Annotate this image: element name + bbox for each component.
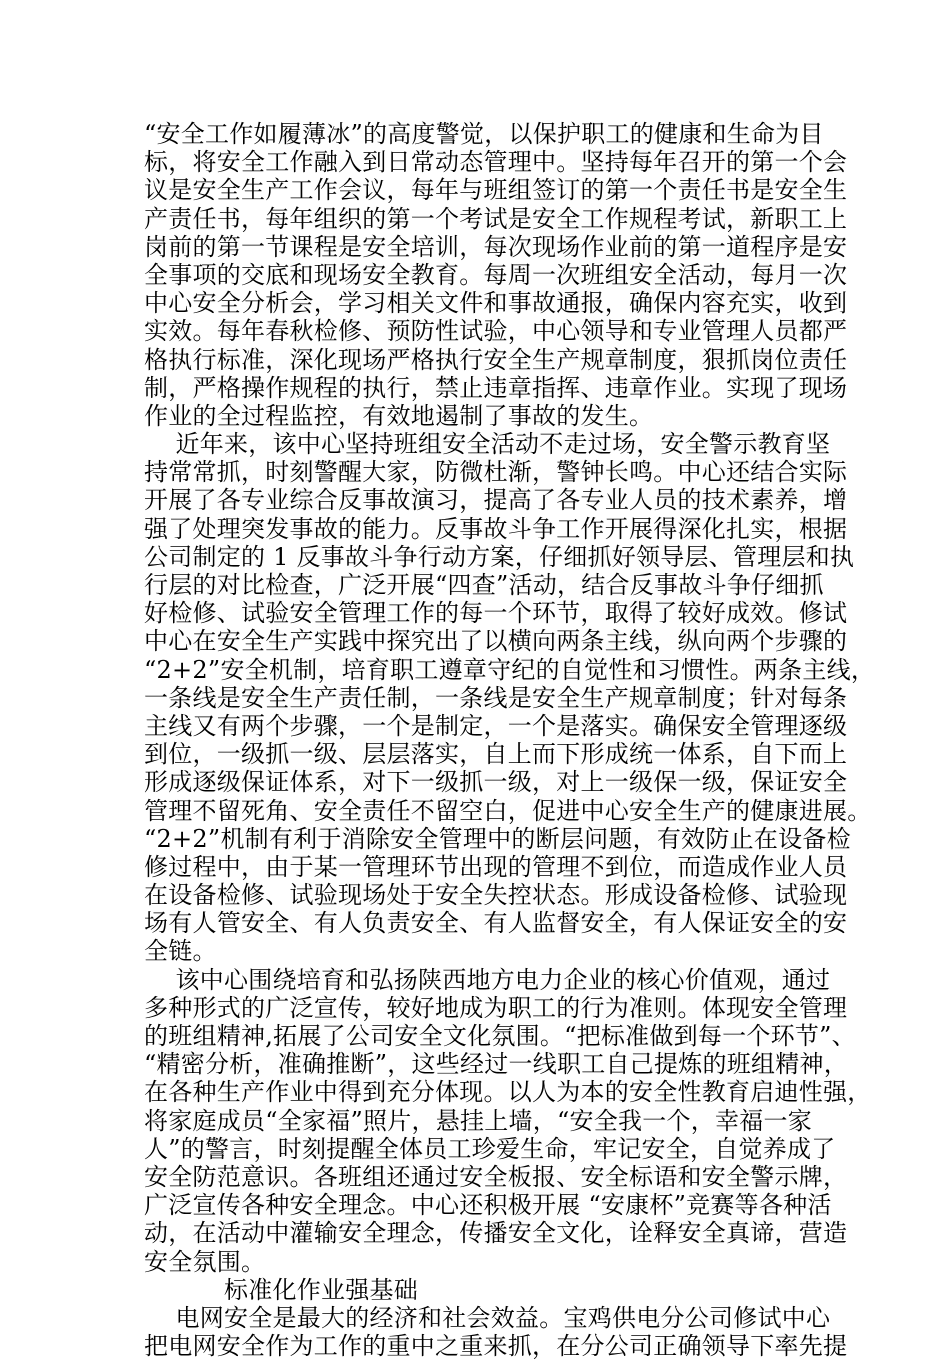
text-line: 安全氛围。 — [144, 1247, 266, 1276]
text-line: 行层的对比检查，广泛开展“四查”活动，结合反事故斗争仔细抓 — [144, 571, 824, 599]
text-line: 主线又有两个步骤，一个是制定，一个是落实。确保安全管理逐级 — [144, 711, 848, 740]
text-line: “安全工作如履薄冰”的高度警觉，以保护职工的健康和生命为目 — [144, 120, 824, 148]
text-line: 中心在安全生产实践中探究出了以横向两条主线，纵向两个步骤的 — [144, 627, 848, 656]
text-line: 场有人管安全、有人负责安全、有人监督安全，有人保证安全的安 — [144, 909, 848, 938]
text-line: 持常常抓，时刻警醒大家，防微杜渐，警钟长鸣。中心还结合实际 — [144, 458, 848, 487]
text-line: 在各种生产作业中得到充分体现。以人为本的安全性教育启迪性强， — [144, 1078, 872, 1107]
text-line: 实效。每年春秋检修、预防性试验，中心领导和专业管理人员都严 — [144, 317, 848, 346]
text-line: 全链。 — [144, 937, 217, 966]
text-line: “2+2”安全机制，培育职工遵章守纪的自觉性和习惯性。两条主线， — [144, 655, 876, 684]
text-line: 动，在活动中灌输安全理念，传播安全文化，诠释安全真谛，营造 — [144, 1219, 848, 1248]
text-line: 中心安全分析会，学习相关文件和事故通报，确保内容充实，收到 — [144, 289, 848, 318]
text-line: 强了处理突发事故的能力。反事故斗争工作开展得深化扎实，根据 — [144, 514, 848, 543]
text-line: 的班组精神,拓展了公司安全文化氛围。“把标准做到每一个环节”、 — [144, 1022, 856, 1050]
text-line: 人”的警言，时刻提醒全体员工珍爱生命，牢记安全，自觉养成了 — [144, 1134, 836, 1163]
text-line: 在设备检修、试验现场处于安全失控状态。形成设备检修、试验现 — [144, 881, 848, 910]
text-line: 近年来，该中心坚持班组安全活动不走过场，安全警示教育坚 — [144, 430, 831, 459]
text-line: 该中心围绕培育和弘扬陕西地方电力企业的核心价值观，通过 — [144, 965, 831, 994]
text-line: 公司制定的 1 反事故斗争行动方案，仔细抓好领导层、管理层和执 — [144, 542, 855, 571]
section-heading: 标准化作业强基础 — [224, 1275, 418, 1304]
text-line: 开展了各专业综合反事故演习，提高了各专业人员的技术素养，增 — [144, 486, 848, 515]
text-line: 多种形式的广泛宣传，较好地成为职工的行为准则。体现安全管理 — [144, 993, 848, 1022]
text-line: 电网安全是最大的经济和社会效益。宝鸡供电分公司修试中心 — [144, 1303, 831, 1332]
text-line: 全事项的交底和现场安全教育。每周一次班组安全活动，每月一次 — [144, 260, 848, 289]
document-body — [144, 120, 876, 1360]
text-line: 岗前的第一节课程是安全培训，每次现场作业前的第一道程序是安 — [144, 232, 848, 261]
text-line: 将家庭成员“全家福”照片，悬挂上墙，“安全我一个，幸福一家 — [144, 1106, 813, 1135]
text-line: “2+2”机制有利于消除安全管理中的断层问题，有效防止在设备检 — [144, 824, 851, 853]
text-line: 把电网安全作为工作的重中之重来抓，在分公司正确领导下率先提 — [144, 1332, 848, 1360]
text-line: 管理不留死角、安全责任不留空白，促进中心安全生产的健康进展。 — [144, 796, 872, 825]
text-line: 形成逐级保证体系，对下一级抓一级，对上一级保一级，保证安全 — [144, 768, 848, 797]
text-line: 格执行标准，深化现场严格执行安全生产规章制度，狠抓岗位责任 — [144, 345, 848, 374]
paragraph-4 — [144, 1303, 848, 1360]
text-line: 议是安全生产工作会议，每年与班组签订的第一个责任书是安全生 — [144, 176, 848, 205]
text-line: 一条线是安全生产责任制，一条线是安全生产规章制度；针对每条 — [144, 683, 848, 712]
text-line: 作业的全过程监控，有效地遏制了事故的发生。 — [144, 401, 654, 430]
paragraph-2 — [144, 430, 876, 966]
paragraph-1 — [144, 120, 848, 430]
text-line: 到位，一级抓一级、层层落实，自上而下形成统一体系，自下而上 — [144, 740, 848, 769]
text-line: 产责任书，每年组织的第一个考试是安全工作规程考试，新职工上 — [144, 204, 848, 233]
text-line: “精密分析，准确推断”，这些经过一线职工自己提炼的班组精神， — [144, 1050, 849, 1079]
text-line: 标，将安全工作融入到日常动态管理中。坚持每年召开的第一个会 — [144, 148, 848, 177]
text-line: 制，严格操作规程的执行，禁止违章指挥、违章作业。实现了现场 — [144, 373, 848, 402]
text-line: 修过程中，由于某一管理环节出现的管理不到位，而造成作业人员 — [144, 852, 848, 881]
text-line: 好检修、试验安全管理工作的每一个环节，取得了较好成效。修试 — [144, 599, 848, 628]
text-line: 广泛宣传各种安全理念。中心还积极开展 “安康杯”竞赛等各种活 — [144, 1191, 832, 1220]
paragraph-3 — [144, 965, 872, 1276]
text-line: 安全防范意识。各班组还通过安全板报、安全标语和安全警示牌， — [144, 1162, 848, 1191]
